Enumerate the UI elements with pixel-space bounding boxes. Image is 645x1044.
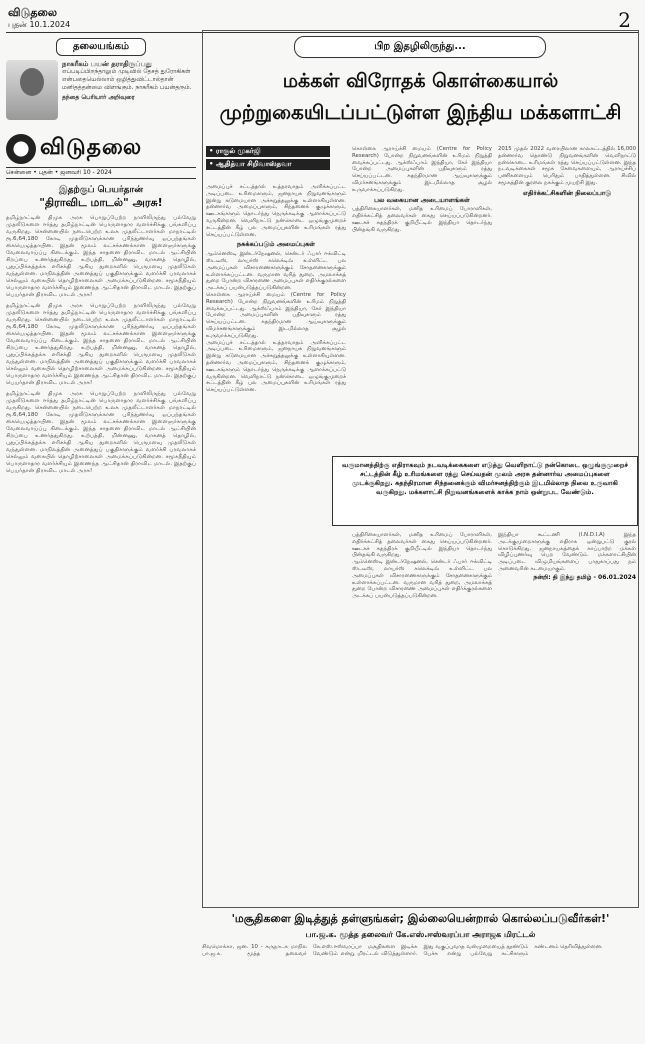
bottom-subheadline: பா.ஜ.க. மூத்த தலைவர் கே.எஸ்.ஈஸ்வரப்பா அராஜக மிரட்டல்	[305, 930, 536, 939]
masthead-meta: சென்னை • புதன் • ஜனவரி 10 - 2024	[6, 167, 196, 179]
article-signoff: நன்றி: தி இந்து தமிழ் - 06.01.2024	[533, 573, 636, 581]
article-column-3-lower	[498, 532, 636, 902]
bottom-headline: 'மசூதிகளை இடித்துத் தள்ளுங்கள்; இல்லையென்றால் கொல்லப்படுவீர்கள்!'	[231, 912, 610, 925]
col2-text: கொள்கை ஆராய்ச்சி மையம் (Centre for Policy Research) போன்ற நிறுவனங்களின் உரிமம் நிறுத்தி வைக்கப்பட்டது. ஆக்ஸ்ஃபாம் இந்தியா, கேர் இந்தியா போன்ற அமைப்புகளின் பதிவுகளும் ரத்து செய்யப்பட்டன. சுதந்திரமான ஆய்வுகளுக்கும் விமர்சனங்களுக்கும் இடமில்லாத சூழல் உருவாக்கப்படுகிறது.	[352, 146, 492, 193]
editorial-body-continued: தமிழ்நாட்டின் திமுக அரசு பொறுப்பேற்ற நாளிலிருந்து பல்வேறு முதலீடுகளை ஈர்த்து தமிழ்நாட்டின் பொருளாதார வளர்ச்சிக்கு பங்களிப்பு வருகிறது. சென்னையில் நடைபெற்ற உலக முதலீட்டாளர்கள் மாநாட்டில் ரூ.6,64,180 கோடி முதலீடுகளுக்கான புரிந்துணர்வு ஒப்பந்தங்கள் கையெழுத்தாயின. இதன் மூலம் லட்சக்கணக்கான இளைஞர்களுக்கு வேலைவாய்ப்பு கிடைக்கும். இந்த சாதனை திராவிட மாடல் ஆட்சியின் சிறப்பை உணர்த்துகிறது. உற்பத்தி, மின்னணு, வாகனத் தொழில், புதுப்பிக்கத்தக்க எரிசக்தி ஆகிய துறைகளில் பெருமளவு முதலீடுகள் வந்துள்ளன. மாநிலத்தின் அனைத்துப் பகுதிகளுக்கும் வளர்ச்சி பரவலாகச் செல்லும் வகையில் தொழிற்சாலைகள் அமைக்கப்படுகின்றன. சமூகநீதியும் பொருளாதார வளர்ச்சியும் இணைந்த ஆட்சிதான் திராவிட மாடல். இதற்குப் பெயர்தான் திராவிட மாடல் அரசு!	[6, 303, 196, 386]
issue-date: புதன் 10.1.2024	[8, 20, 71, 29]
headline-line-2: முற்றுகையிடப்பட்டுள்ள இந்திய மக்களாட்சி	[219, 100, 622, 124]
col1-subhead: நசுக்கப்படும் அமைப்புகள்	[237, 240, 315, 249]
article-column-2	[352, 146, 492, 446]
source-pill: பிற இதழிலிருந்து...	[294, 36, 546, 58]
article-column-3	[498, 146, 636, 446]
author-list	[206, 146, 330, 172]
col2c-text: பத்திரிகையாளர்கள், மனித உரிமைப் போராளிகள், எதிர்க்கட்சித் தலைவர்கள் கைது செய்யப்படுகின்றனர். ஊடகச் சுதந்திரக் குறியீட்டில் இந்தியா தொடர்ந்து பின்தங்கி வருகிறது.	[352, 532, 492, 559]
editorial-body-continued-2: தமிழ்நாட்டின் திமுக அரசு பொறுப்பேற்ற நாளிலிருந்து பல்வேறு முதலீடுகளை ஈர்த்து தமிழ்நாட்டின் பொருளாதார வளர்ச்சிக்கு பங்களிப்பு வருகிறது. சென்னையில் நடைபெற்ற உலக முதலீட்டாளர்கள் மாநாட்டில் ரூ.6,64,180 கோடி முதலீடுகளுக்கான புரிந்துணர்வு ஒப்பந்தங்கள் கையெழுத்தாயின. இதன் மூலம் லட்சக்கணக்கான இளைஞர்களுக்கு வேலைவாய்ப்பு கிடைக்கும். இந்த சாதனை திராவிட மாடல் ஆட்சியின் சிறப்பை உணர்த்துகிறது. உற்பத்தி, மின்னணு, வாகனத் தொழில், புதுப்பிக்கத்தக்க எரிசக்தி ஆகிய துறைகளில் பெருமளவு முதலீடுகள் வந்துள்ளன. மாநிலத்தின் அனைத்துப் பகுதிகளுக்கும் வளர்ச்சி பரவலாகச் செல்லும் வகையில் தொழிற்சாலைகள் அமைக்கப்படுகின்றன. சமூகநீதியும் பொருளாதார வளர்ச்சியும் இணைந்த ஆட்சிதான் திராவிட மாடல். இதற்குப் பெயர்தான் திராவிட மாடல் அரசு!	[6, 391, 196, 474]
thought-body: எப்படிப்பிறந்தாலும் முடிவில் தேசத் துரோகிகள் என்பதையெல்லாம் ஒழித்துவிட்டால்தான் மனிதத்தன்மை விளங்கும். நாகரீகம் பயன்தரும்.	[62, 68, 192, 91]
bottom-news	[202, 912, 639, 1014]
editorial-title: இதற்குப் பெயர்தான்	[59, 185, 143, 195]
article	[202, 36, 639, 1016]
col3b-text: இந்தியா கூட்டணி (I.N.D.I.A) இந்த அடக்குமுறைகளுக்கு எதிராக ஒன்றுபட்டு குரல் கொடுக்கிறது. ஜனநாயகத்தைக் காப்பாற்ற மக்கள் விழிப்புணர்வு பெற வேண்டும். மக்களாட்சியின் அடிப்படை விழுமியங்களைப் பாதுகாப்பது நம் அனைவரின் கடமையாகும்.	[498, 532, 636, 572]
torch-logo-icon	[6, 134, 36, 164]
col3-subhead: எதிர்க்கட்சிகளின் நிலைப்பாடு	[522, 188, 612, 197]
col1b-text: ஆம்னெஸ்டி இன்டர்நேஷனல், சென்டர் ஃபார் ஈக்விட்டி ஸ்டடீஸ், லாயர்ஸ் கலெக்டிவ் உள்ளிட்ட பல அமைப்புகள் விசாரணைகளுக்கும் சோதனைகளுக்கும் உள்ளாக்கப்பட்டன. வருமான வரித் துறை, அமலாக்கத் துறை போன்ற விசாரணை அமைப்புகள் எதிர்க்குரல்களை அடக்கப் பயன்படுத்தப்படுகின்றன.	[206, 251, 346, 292]
editorial-body: தமிழ்நாட்டின் திமுக அரசு பொறுப்பேற்ற நாளிலிருந்து பல்வேறு முதலீடுகளை ஈர்த்து தமிழ்நாட்டின் பொருளாதார வளர்ச்சிக்கு பங்களிப்பு வருகிறது. சென்னையில் நடைபெற்ற உலக முதலீட்டாளர்கள் மாநாட்டில் ரூ.6,64,180 கோடி முதலீடுகளுக்கான புரிந்துணர்வு ஒப்பந்தங்கள் கையெழுத்தாயின. இதன் மூலம் லட்சக்கணக்கான இளைஞர்களுக்கு வேலைவாய்ப்பு கிடைக்கும். இந்த சாதனை திராவிட மாடல் ஆட்சியின் சிறப்பை உணர்த்துகிறது. உற்பத்தி, மின்னணு, வாகனத் தொழில், புதுப்பிக்கத்தக்க எரிசக்தி ஆகிய துறைகளில் பெருமளவு முதலீடுகள் வந்துள்ளன. மாநிலத்தின் அனைத்துப் பகுதிகளுக்கும் வளர்ச்சி பரவலாகச் செல்லும் வகையில் தொழிற்சாலைகள் அமைக்கப்படுகின்றன. சமூகநீதியும் பொருளாதார வளர்ச்சியும் இணைந்த ஆட்சிதான் திராவிட மாடல். இதற்குப் பெயர்தான் திராவிட மாடல் அரசு!	[6, 215, 196, 298]
masthead-name: விடுதலை	[40, 135, 143, 160]
col2-subhead: பல வகையான அடையாளங்கள்	[374, 195, 470, 204]
pull-quote: வருமானத்திற்கு எதிராகவும் நடவடிக்கைகளை எடுத்து வெளிநாட்டு நன்கொடை ஒழுங்குமுறைச் சட்டத்தின் கீழ் உரிமங்களை ரத்து செய்வதன் மூலம் அரசு தன்னார்வ அமைப்புகளை முடக்குகிறது. சுதந்திரமான சிந்தனைக்கும் விமர்சனத்திற்கும் இடமில்லாத நிலை உருவாகி வருகிறது. மக்களாட்சி நிறுவனங்களைக் காக்க நாம் ஒன்றுபட வேண்டும்.	[332, 456, 638, 526]
col1d-text: அமைப்புச் சட்டத்தால் உத்தரவாதம் அளிக்கப்பட்ட அடிப்படை உரிமைகளும், ஜனநாயக நிறுவனங்களும் இன்று கடுமையான அச்சுறுத்தலுக்கு உள்ளாகியுள்ளன. தன்னார்வ அமைப்புகளும், சிந்தனைக் குழுக்களும், ஊடகங்களும் தொடர்ந்து நெருக்கடிக்கு ஆளாக்கப்பட்டு வருகின்றன. வெளிநாட்டு நன்கொடை ஒழுங்குமுறைச் சட்டத்தின் கீழ் பல அமைப்புகளின் உரிமங்கள் ரத்து செய்யப்பட்டுள்ளன.	[206, 339, 346, 394]
col1c-text: கொள்கை ஆராய்ச்சி மையம் (Centre for Policy Research) போன்ற நிறுவனங்களின் உரிமம் நிறுத்தி வைக்கப்பட்டது. ஆக்ஸ்ஃபாம் இந்தியா, கேர் இந்தியா போன்ற அமைப்புகளின் பதிவுகளும் ரத்து செய்யப்பட்டன. சுதந்திரமான ஆய்வுகளுக்கும் விமர்சனங்களுக்கும் இடமில்லாத சூழல் உருவாக்கப்படுகிறது.	[206, 291, 346, 339]
thought-title: நாகரீகம் பயன் தராதிருப்பது	[62, 60, 152, 68]
masthead	[6, 134, 196, 164]
left-column	[6, 36, 196, 1016]
editorial-subtitle: "திராவிட மாடல்" அரசு!	[39, 196, 163, 209]
article-column-2-lower	[352, 532, 492, 902]
newspaper-name: விடுதலை	[8, 6, 58, 19]
col3-text: 2015 முதல் 2022 வரையிலான காலகட்டத்தில் 16,000 தன்னார்வ தொண்டு நிறுவனங்களின் வெளிநாட்டு நன்கொடை உரிமங்கள் ரத்து செய்யப்பட்டுள்ளன. இந்த நடவடிக்கைகள் சமூக சேவைகளையும், ஆராய்ச்சிப் பணிகளையும் பெரிதும் பாதித்துள்ளன. சிவில் சமூகத்தின் குரலை நசுக்கும் முயற்சி இது.	[498, 146, 636, 186]
thought-text	[62, 60, 196, 120]
thought-author: தந்தை பெரியார் அறிவுரை	[62, 94, 135, 101]
author-2: • ஆதித்யா சிறிவாஸ்தவா	[206, 159, 330, 170]
author-1: • ராகுல் முகர்ஜி	[206, 146, 330, 157]
thought-box	[6, 60, 196, 120]
periyar-portrait	[6, 60, 58, 120]
header-rule	[6, 32, 639, 33]
col1-text: அமைப்புச் சட்டத்தால் உத்தரவாதம் அளிக்கப்பட்ட அடிப்படை உரிமைகளும், ஜனநாயக நிறுவனங்களும் இன்று கடுமையான அச்சுறுத்தலுக்கு உள்ளாகியுள்ளன. தன்னார்வ அமைப்புகளும், சிந்தனைக் குழுக்களும், ஊடகங்களும் தொடர்ந்து நெருக்கடிக்கு ஆளாக்கப்பட்டு வருகின்றன. வெளிநாட்டு நன்கொடை ஒழுங்குமுறைச் சட்டத்தின் கீழ் பல அமைப்புகளின் உரிமங்கள் ரத்து செய்யப்பட்டுள்ளன.	[206, 184, 346, 238]
section-title: தலையங்கம்	[56, 38, 146, 56]
bottom-news-text: சிவமொக்கா, ஜன. 10 - கருநாடக மாநில பா.ஜ.க. மூத்த தலைவர் கே.எஸ்.ஈஸ்வரப்பா மசூதிகளை இடிக்க வேண்டும் என்று மிரட்டல் விடுத்துள்ளார். இது வகுப்புவாத வன்முறையைத் தூண்டும் பேச்சு என்று பல்வேறு கட்சிகளும் கண்டனம் தெரிவித்துள்ளன.	[202, 944, 603, 957]
page-number: 2	[618, 8, 631, 32]
col2b-text: பத்திரிகையாளர்கள், மனித உரிமைப் போராளிகள், எதிர்க்கட்சித் தலைவர்கள் கைது செய்யப்படுகின்றனர். ஊடகச் சுதந்திரக் குறியீட்டில் இந்தியா தொடர்ந்து பின்தங்கி வருகிறது.	[352, 206, 492, 233]
col2d-text: ஆம்னெஸ்டி இன்டர்நேஷனல், சென்டர் ஃபார் ஈக்விட்டி ஸ்டடீஸ், லாயர்ஸ் கலெக்டிவ் உள்ளிட்ட பல அமைப்புகள் விசாரணைகளுக்கும் சோதனைகளுக்கும் உள்ளாக்கப்பட்டன. வருமான வரித் துறை, அமலாக்கத் துறை போன்ற விசாரணை அமைப்புகள் எதிர்க்குரல்களை அடக்கப் பயன்படுத்தப்படுகின்றன.	[352, 559, 492, 600]
headline-line-1: மக்கள் விரோதக் கொள்கையால்	[282, 70, 559, 92]
